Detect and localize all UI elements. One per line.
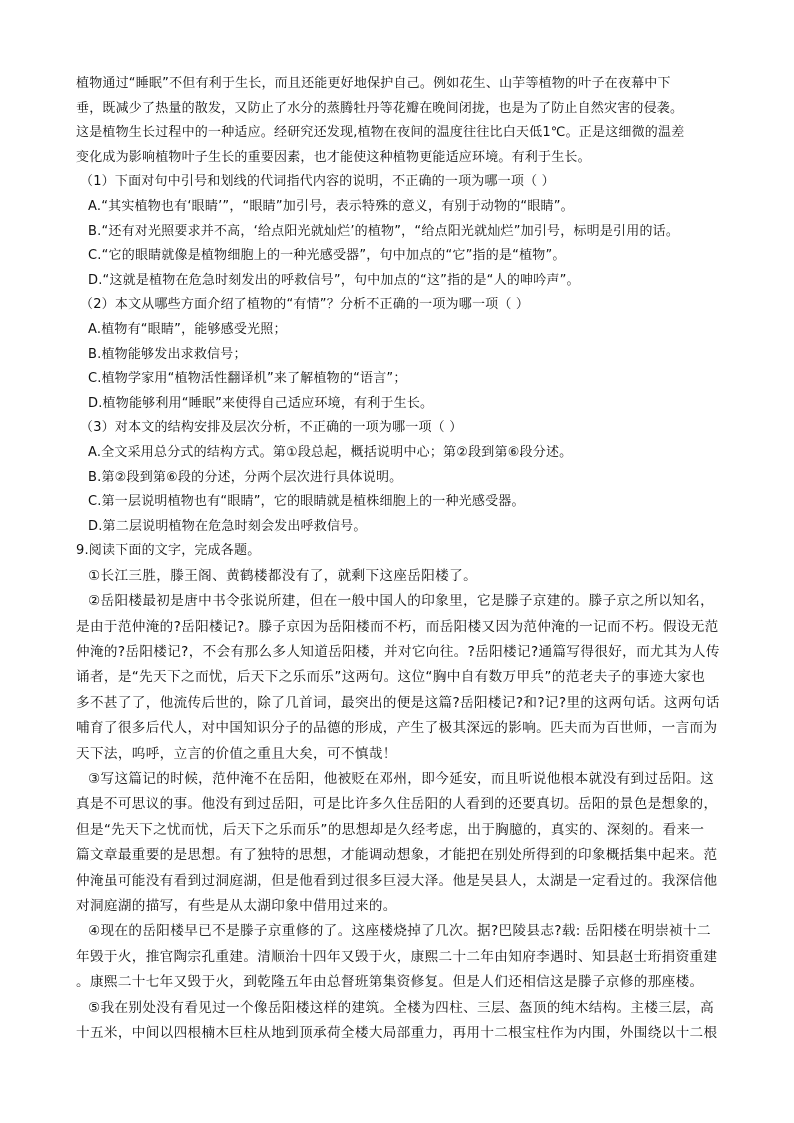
- question-1-option-c: C.“它的眼睛就像是植物细胞上的一种光感受器”，句中加点的“它”指的是“植物”。: [88, 248, 566, 264]
- passage-line: ⑤我在别处没有看见过一个像岳阳楼这样的建筑。全楼为四柱、三层、盔顶的纯木结构。主楼三层，高: [88, 999, 715, 1016]
- passage-line: 天下法，呜呼，立言的价值之重且大矣，可不慎哉！: [76, 745, 397, 762]
- passage-line: 真是不可思议的事。他没有到过岳阳，可是比许多久住岳阳的人看到的还要真切。岳阳的景色是想象的，: [76, 796, 718, 813]
- question-2-option-c: C.植物学家用“植物活性翻译机”来了解植物的“语言”；: [88, 371, 407, 387]
- question-3-stem: （3）对本文的结构安排及层次分析，不正确的一项为哪一项（ ）: [80, 420, 463, 436]
- question-2-option-d: D.植物能够利用“睡眠”来使得自己适应环境，有利于生长。: [88, 395, 434, 411]
- question-2-stem: （2）本文从哪些方面介绍了植物的“有情”？分析不正确的一项为哪一项（ ）: [80, 297, 530, 313]
- question-9-title: 9.阅读下面的文字，完成各题。: [76, 543, 261, 559]
- question-2-option-a: A.植物有“眼睛”，能够感受光照；: [88, 321, 287, 337]
- passage-line: ①长江三胜，滕王阁、黄鹤楼都没有了，就剩下这座岳阳楼了。: [88, 567, 478, 584]
- question-1-option-a: A.“其实植物也有‘眼睛’”，“眼睛”加引号，表示特殊的意义，有别于动物的“眼睛”。: [88, 198, 574, 214]
- passage-line: 是由于范仲淹的?岳阳楼记?。滕子京因为岳阳楼而不朽，而岳阳楼又因为范仲淹的一记而不朽。假设无范: [76, 618, 719, 635]
- passage-line: 十五米，中间以四根楠木巨柱从地到顶承荷全楼大局部重力，再用十二根宝柱作为内围，外围绕以十二根: [76, 1024, 718, 1041]
- passage-line: 仲淹虽可能没有看到过洞庭湖，但是他看到过很多巨浸大泽。他是吴县人，太湖是一定看过的。我深信他: [76, 872, 718, 889]
- question-3-option-c: C.第一层说明植物也有“眼睛”，它的眼睛就是植株细胞上的一种光感受器。: [88, 494, 525, 510]
- passage-line: 年毁于火，推官陶宗孔重建。清顺治十四年又毁于火，康熙二十二年由知府李遇时、知县赵士珩捐资重建: [76, 948, 718, 965]
- intro-line: 植物通过“睡眠”不但有利于生长，而且还能更好地保护自己。例如花生、山芋等植物的叶子在夜幕中下: [76, 76, 671, 91]
- question-3-option-b: B.第②段到第⑥段的分述，分两个层次进行具体说明。: [88, 469, 403, 485]
- question-3-option-a: A.全文采用总分式的结构方式。第①段总起，概括说明中心；第②段到第⑥段分述。: [88, 444, 573, 460]
- passage-line: 对洞庭湖的描写，有些是从太湖印象中借用过来的。: [76, 897, 397, 914]
- intro-line: 垂，既减少了热量的散发，又防止了水分的蒸腾牡丹等花瓣在晚间闭拢，也是为了防止自然灾害的侵袭。: [76, 100, 684, 116]
- passage-line: ②岳阳楼最初是唐中书令张说所建，但在一般中国人的印象里，它是滕子京建的。滕子京之所以知名，: [88, 593, 715, 610]
- question-2-option-b: B.植物能够发出求救信号；: [88, 346, 247, 362]
- passage-line: 仲淹的?岳阳楼记?，不会有那么多人知道岳阳楼，并对它向往。?岳阳楼记?通篇写得很好，而尤其为人传: [76, 644, 720, 661]
- passage-line: 篇文章最重要的是思想。有了独特的思想，才能调动想象，才能把在别处所得到的印象概括集中起来。范: [76, 847, 718, 864]
- passage-line: 。康熙二十七年又毁于火，到乾隆五年由总督班第集资修复。但是人们还相信这是滕子京修的那座楼。: [76, 974, 704, 991]
- document-body: [76, 72, 720, 1046]
- passage-line: 哺育了很多后代人，对中国知识分子的品德的形成，产生了极其深远的影响。匹夫而为百世师，一言而为: [76, 720, 718, 737]
- question-1-option-b: B.“还有对光照要求并不高，‘给点阳光就灿烂’的植物”，“给点阳光就灿烂”加引号，标明是引用的话。: [88, 223, 680, 239]
- passage-line: ③写这篇记的时候，范仲淹不在岳阳，他被贬在邓州，即今延安，而且听说他根本就没有到过岳阳。这: [88, 771, 715, 787]
- passage-line: 多不甚了了，他流传后世的，除了几首词，最突出的便是这篇?岳阳楼记?和?记?里的这两句话。这两句话: [76, 694, 720, 711]
- question-3-option-d: D.第二层说明植物在危急时刻会发出呼救信号。: [88, 518, 367, 534]
- question-1-option-d: D.“这就是植物在危急时刻发出的呼救信号”，句中加点的“这”指的是“人的呻吟声”。: [88, 272, 580, 288]
- passage-line: ④现在的岳阳楼早已不是滕子京重修的了。这座楼烧掉了几次。据?巴陵县志?载: 岳阳楼在明崇祯十二: [88, 923, 711, 940]
- intro-line: 变化成为影响植物叶子生长的重要因素，也才能使这种植物更能适应环境。有利于生长。: [76, 149, 591, 165]
- question-1-stem: （1）下面对句中引号和划线的代词指代内容的说明，不正确的一项为哪一项（ ）: [80, 174, 555, 190]
- passage-line: 但是“先天下之忧而忧，后天下之乐而乐”的思想却是久经考虑，出于胸臆的，真实的、深刻的。看来一: [76, 821, 705, 838]
- passage-line: 诵者，是“先天下之而忧，后天下之乐而乐”这两句。这位“胸中自有数万甲兵”的范老夫子的事迹大家也: [76, 669, 706, 686]
- intro-line: 这是植物生长过程中的一种适应。经研究还发现,植物在夜间的温度往往比白天低1℃。正是这细微的温差: [76, 125, 685, 141]
